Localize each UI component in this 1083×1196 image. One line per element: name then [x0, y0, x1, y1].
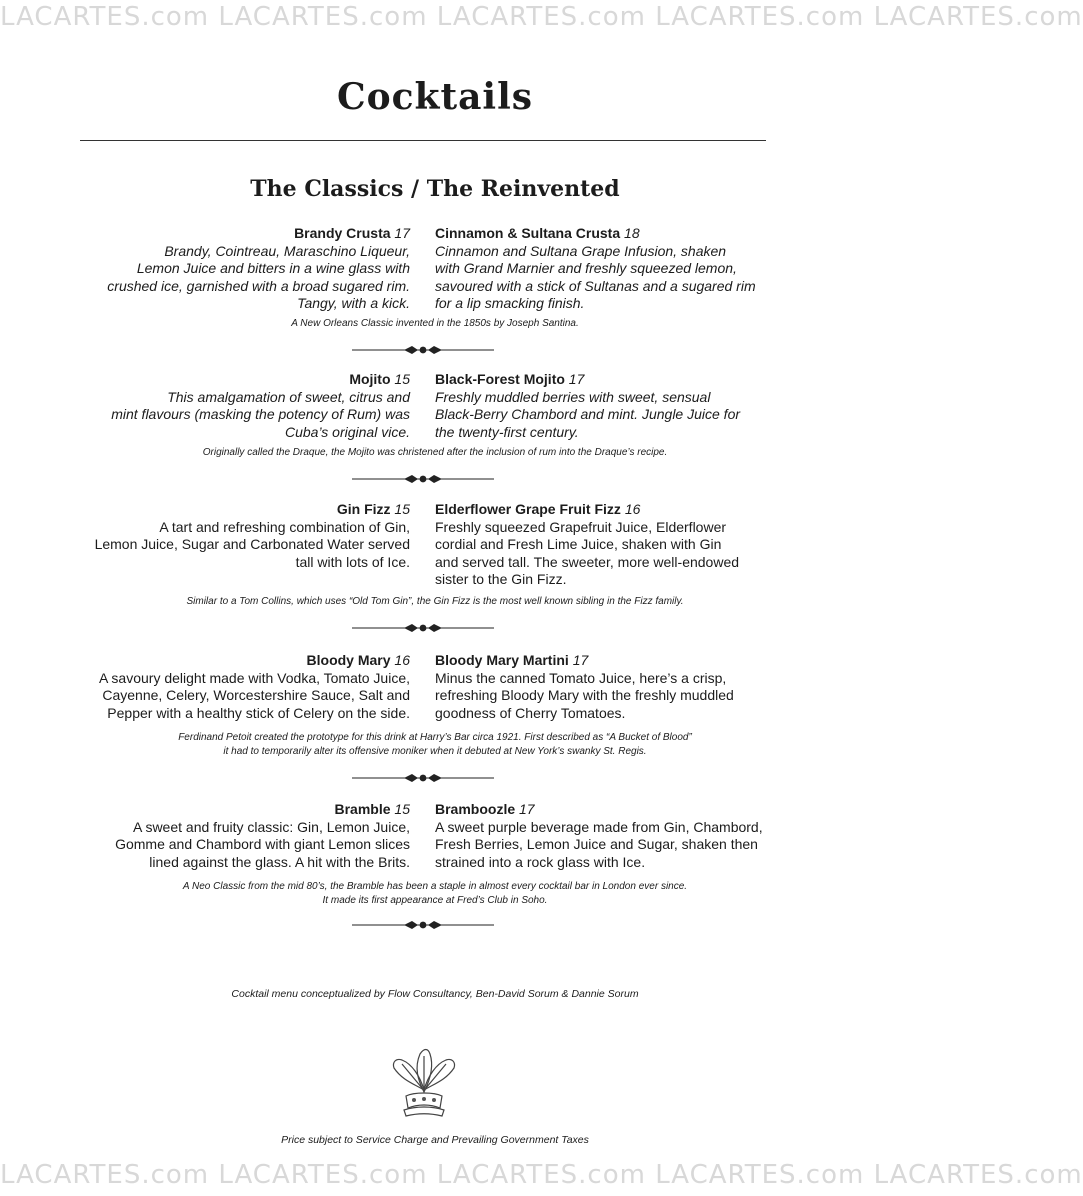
cocktail-name: Black-Forest Mojito — [435, 371, 565, 387]
history-note — [60, 880, 810, 908]
cocktail-desc-line: A tart and refreshing combination of Gin, — [159, 518, 410, 535]
cocktail-desc-line: Freshly muddled berries with sweet, sensual — [435, 388, 711, 405]
cocktail-desc-line: the twenty-first century. — [435, 423, 579, 440]
cocktail-desc-line: This amalgamation of sweet, citrus and — [167, 388, 410, 405]
cocktail-desc-line: lined against the glass. A hit with the Brits. — [149, 853, 410, 870]
cocktail-desc-line: Lemon Juice and bitters in a wine glass with — [136, 260, 410, 276]
cocktail-name: Bramboozle — [435, 801, 516, 817]
reinvented-cocktail — [435, 225, 775, 313]
cocktail-name: Brandy Crusta — [294, 225, 391, 241]
cocktail-desc-line: A savoury delight made with Vodka, Tomato Juice, — [98, 669, 410, 686]
cocktail-price: 15 — [394, 801, 410, 817]
ornament-divider — [352, 344, 494, 356]
cocktail-price: 18 — [624, 225, 640, 241]
cocktail-desc-line: Cinnamon and Sultana Grape Infusion, shaken — [435, 242, 727, 259]
history-note-line: It made its first appearance at Fred’s Club in Soho. — [322, 895, 548, 906]
cocktail-desc-line: Tangy, with a kick. — [297, 295, 410, 311]
classic-cocktail — [80, 225, 410, 313]
cocktail-desc-line: tall with lots of Ice. — [295, 553, 410, 570]
cocktail-price: 16 — [394, 652, 410, 668]
cocktail-desc-line: A sweet and fruity classic: Gin, Lemon Juice, — [132, 818, 410, 835]
reinvented-cocktail — [435, 652, 775, 722]
cocktail-name: Bloody Mary — [306, 652, 391, 668]
cocktail-price: 17 — [568, 371, 585, 387]
cocktail-name: Bramble — [334, 801, 391, 817]
cocktail-desc-line: Freshly squeezed Grapefruit Juice, Elderflower — [435, 518, 727, 535]
cocktail-price: 15 — [394, 501, 410, 517]
cocktail-price: 17 — [572, 652, 589, 668]
history-note — [60, 731, 810, 759]
cocktail-desc-line: Brandy, Cointreau, Maraschino Liqueur, — [164, 242, 410, 259]
menu-credit: Cocktail menu conceptualized by Flow Consultancy, Ben-David Sorum & Dannie Sorum — [231, 988, 639, 1000]
cocktail-name: Elderflower Grape Fruit Fizz — [435, 501, 621, 517]
cocktail-price: 17 — [394, 225, 410, 241]
cocktail-desc-line: mint flavours (masking the potency of Rum) was — [111, 406, 410, 422]
reinvented-cocktail — [435, 501, 775, 589]
history-note-line: Similar to a Tom Collins, which uses “Old Tom Gin”, the Gin Fizz is the most well known sibling in the Fizz family. — [186, 596, 684, 607]
cocktail-desc-line: sister to the Gin Fizz. — [435, 571, 567, 587]
cocktail-desc-line: for a lip smacking finish. — [435, 295, 585, 311]
classic-cocktail — [80, 801, 410, 871]
cocktail-desc-line: Pepper with a healthy stick of Celery on the side. — [107, 704, 410, 721]
classic-cocktail — [80, 371, 410, 441]
reinvented-cocktail — [435, 801, 775, 871]
cocktail-desc-line: Black-Berry Chambord and mint. Jungle Juice for — [435, 406, 741, 422]
cocktail-desc-line: Cuba’s original vice. — [284, 423, 410, 440]
ornament-divider — [352, 622, 494, 634]
reinvented-cocktail — [435, 371, 775, 441]
watermark-top: LACARTES.com LACARTES.com LACARTES.com LACARTES.com LACARTES.com — [0, 2, 1083, 32]
section-subtitle: The Classics / The Reinvented — [250, 176, 620, 202]
cocktail-price: 15 — [394, 371, 410, 387]
history-note — [60, 317, 810, 331]
cocktail-desc-line: cordial and Fresh Lime Juice, shaken with Gin — [435, 536, 722, 552]
cocktail-desc-line: and served tall. The sweeter, more well-endowed — [435, 553, 740, 570]
cocktail-desc-line: Gomme and Chambord with giant Lemon slices — [115, 836, 410, 852]
history-note-line: A Neo Classic from the mid 80’s, the Bramble has been a staple in almost every cocktail bar in London ever since. — [182, 881, 688, 892]
history-note — [60, 595, 810, 609]
history-note-line: Ferdinand Petoit created the prototype for this drink at Harry’s Bar circa 1921. First described as “A Bucket of Blood” — [178, 732, 692, 743]
ornament-divider — [352, 473, 494, 485]
history-note-line: A New Orleans Classic invented in the 1850s by Joseph Santina. — [291, 318, 579, 329]
history-note — [60, 446, 810, 460]
classic-cocktail — [80, 652, 410, 722]
cocktail-desc-line: Fresh Berries, Lemon Juice and Sugar, shaken then — [435, 836, 758, 852]
ornament-divider — [352, 919, 494, 931]
classic-cocktail — [80, 501, 410, 571]
cocktail-desc-line: strained into a rock glass with Ice. — [435, 853, 646, 870]
cocktail-desc-line: with Grand Marnier and freshly squeezed lemon, — [435, 260, 737, 276]
cocktail-price: 17 — [519, 801, 535, 817]
cocktail-name: Mojito — [349, 371, 391, 387]
cocktail-name: Bloody Mary Martini — [435, 652, 569, 668]
price-disclaimer: Price subject to Service Charge and Prevailing Government Taxes — [281, 1134, 589, 1146]
cocktail-desc-line: goodness of Cherry Tomatoes. — [435, 704, 626, 721]
cocktail-desc-line: Cayenne, Celery, Worcestershire Sauce, Salt and — [102, 687, 410, 703]
history-note-line: it had to temporarily alter its offensive moniker when it debuted at New York’s swanky St. Regis. — [223, 746, 647, 757]
cocktail-name: Gin Fizz — [336, 501, 391, 517]
cocktail-price: 16 — [624, 501, 641, 517]
history-note-line: Originally called the Draque, the Mojito was christened after the inclusion of rum into the Draque’s recipe. — [202, 447, 668, 458]
cocktail-desc-line: crushed ice, garnished with a broad sugared rim. — [107, 277, 410, 294]
cocktail-desc-line: savoured with a stick of Sultanas and a sugared rim — [435, 277, 756, 294]
feather-crest-icon — [384, 1044, 464, 1120]
cocktail-desc-line: Lemon Juice, Sugar and Carbonated Water served — [94, 536, 410, 552]
cocktail-name: Cinnamon & Sultana Crusta — [435, 225, 621, 241]
ornament-divider — [352, 772, 494, 784]
cocktail-desc-line: A sweet purple beverage made from Gin, Chambord, — [435, 818, 763, 835]
page-title: Cocktails — [336, 76, 534, 118]
cocktail-desc-line: Minus the canned Tomato Juice, here’s a crisp, — [435, 669, 727, 686]
cocktail-desc-line: refreshing Bloody Mary with the freshly muddled — [435, 687, 734, 703]
title-rule — [80, 140, 766, 141]
watermark-bottom: LACARTES.com LACARTES.com LACARTES.com LACARTES.com LACARTES.com — [0, 1160, 1083, 1190]
